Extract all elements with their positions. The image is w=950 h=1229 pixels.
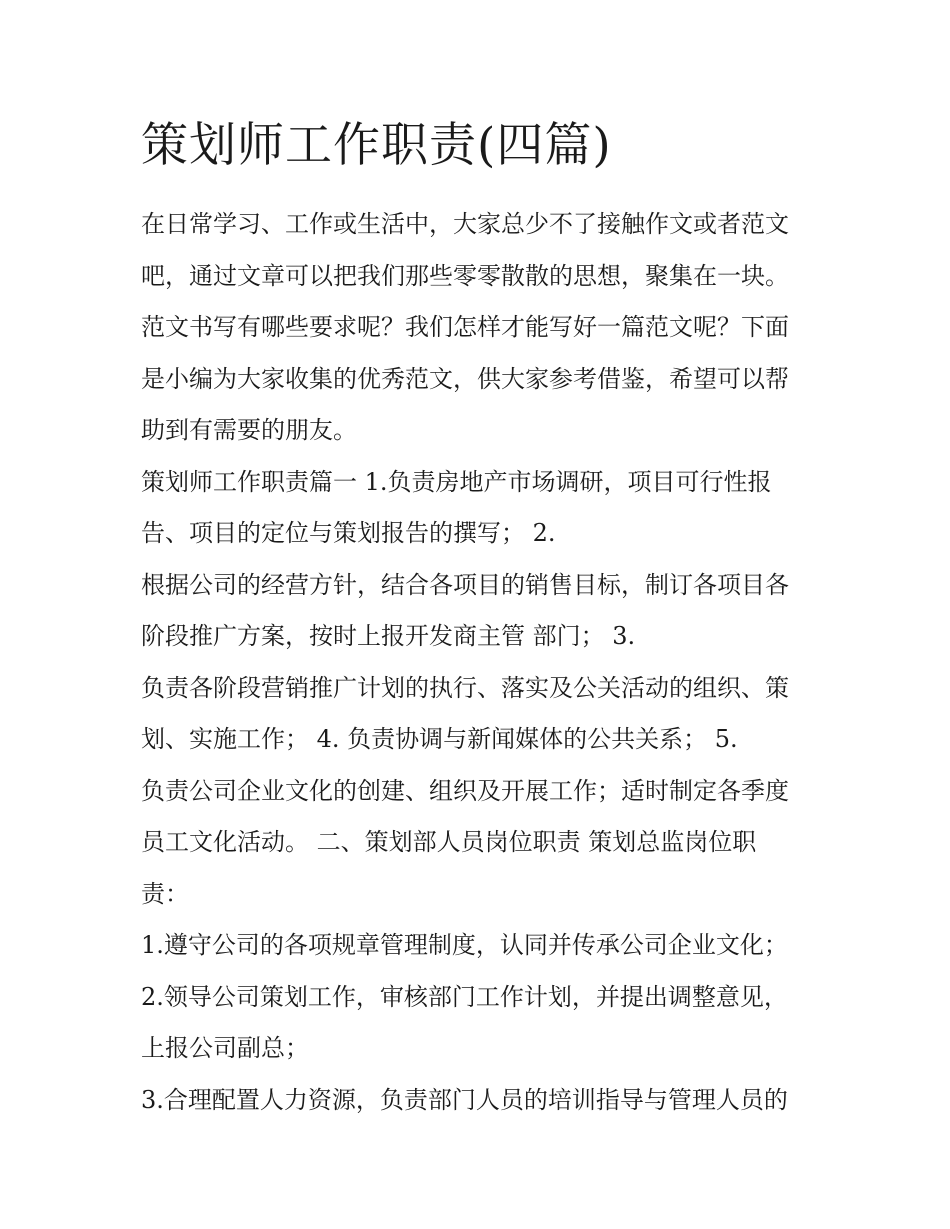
paragraph-line: 吧，通过文章可以把我们那些零零散散的思想，聚集在一块。 <box>141 261 789 290</box>
paragraph-line: 范文书写有哪些要求呢？我们怎样才能写好一篇范文呢？下面 <box>141 313 789 341</box>
document-page <box>141 113 821 1126</box>
paragraph-line: 员工文化活动。 二、策划部人员岗位职责 策划总监岗位职 <box>141 828 757 856</box>
paragraph-line: 是小编为大家收集的优秀范文，供大家参考借鉴，希望可以帮 <box>141 364 789 393</box>
paragraph-line: 策划师工作职责篇一 1.负责房地产市场调研，项目可行性报 <box>141 467 772 496</box>
paragraph-line: 1.遵守公司的各项规章管理制度，认同并传承公司企业文化； <box>141 931 788 959</box>
paragraph-line: 责： <box>141 879 189 908</box>
document-title: 策划师工作职责(四篇) <box>141 118 612 173</box>
paragraph-line: 告、项目的定位与策划报告的撰写； 2. <box>141 519 556 547</box>
paragraph-line: 在日常学习、工作或生活中，大家总少不了接触作文或者范文 <box>141 210 789 238</box>
paragraph-line: 负责公司企业文化的创建、组织及开展工作；适时制定各季度 <box>141 776 789 805</box>
paragraph-line: 助到有需要的朋友。 <box>141 416 357 444</box>
paragraph-line: 阶段推广方案，按时上报开发商主管 部门； 3. <box>141 622 636 650</box>
paragraph-line: 上报公司副总； <box>141 1034 309 1062</box>
paragraph-line: 2.领导公司策划工作，审核部门工作计划，并提出调整意见， <box>141 982 788 1011</box>
paragraph-line: 3.合理配置人力资源，负责部门人员的培训指导与管理人员的 <box>141 1085 788 1114</box>
paragraph-line: 划、实施工作； 4. 负责协调与新闻媒体的公共关系； 5. <box>141 725 738 753</box>
paragraph-line: 根据公司的经营方针，结合各项目的销售目标，制订各项目各 <box>141 570 789 599</box>
paragraph-line: 负责各阶段营销推广计划的执行、落实及公关活动的组织、策 <box>141 673 789 702</box>
document-body <box>141 199 821 1126</box>
